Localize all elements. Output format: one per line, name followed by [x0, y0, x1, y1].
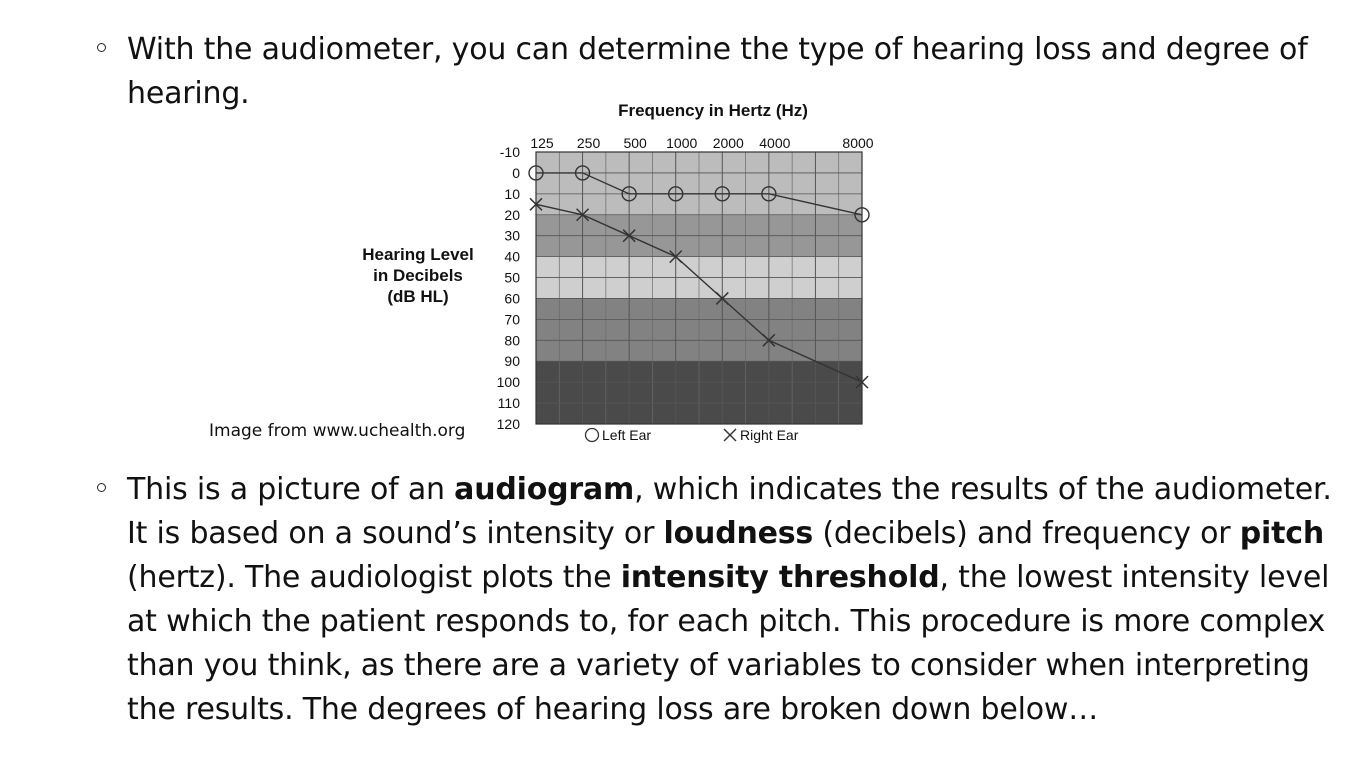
y-tick-label: 0 — [512, 164, 520, 181]
y-tick-label: 10 — [504, 185, 520, 202]
x-tick-label: 500 — [623, 135, 647, 151]
chart-title: Frequency in Hertz (Hz) — [618, 101, 808, 120]
bullet-circle-icon — [97, 483, 106, 492]
y-axis-label: in Decibels — [373, 266, 463, 285]
text-run: This is a picture of an — [127, 472, 455, 507]
x-tick-label: 250 — [576, 135, 601, 151]
x-tick-label: 1000 — [666, 135, 698, 151]
legend-right-ear-icon — [724, 429, 736, 441]
bold-term: audiogram — [454, 472, 635, 507]
y-tick-label: 60 — [504, 290, 520, 307]
legend-left-ear-icon — [586, 429, 599, 442]
y-tick-label: 70 — [504, 311, 520, 328]
bold-term: pitch — [1239, 516, 1325, 551]
text-run: With the audiometer, you can determine the type of hearing loss and degree of hearing. — [127, 32, 1308, 111]
text-run: , the lowest intensity level at which the patient responds to, for each pitch. This procedure is more complex than you think, as there are a variety of variables to consider when interpreting the results. The degrees of hearing loss are broken down below… — [127, 560, 1330, 727]
y-tick-label: -10 — [499, 144, 520, 160]
bold-term: intensity threshold — [620, 560, 940, 595]
legend-right-ear-label: Right Ear — [740, 427, 799, 443]
y-tick-label: 120 — [496, 416, 520, 432]
legend-left-ear-label: Left Ear — [602, 427, 652, 443]
x-tick-label: 4000 — [759, 135, 791, 151]
y-tick-label: 100 — [496, 374, 520, 391]
bullet-text — [127, 468, 1352, 732]
y-tick-label: 80 — [504, 332, 520, 349]
text-run: (hertz). The audiologist plots the — [127, 560, 621, 595]
y-axis-label: (dB HL) — [387, 287, 449, 306]
y-tick-label: 50 — [504, 269, 520, 286]
x-tick-label: 8000 — [842, 135, 874, 151]
text-run: , which indicates the results of the audiometer. It is based on a sound’s intensity or — [127, 472, 1332, 551]
x-tick-label: 2000 — [712, 135, 744, 151]
y-tick-label: 40 — [504, 248, 520, 265]
y-tick-label: 20 — [504, 206, 520, 223]
y-axis-label: Hearing Level — [362, 245, 474, 264]
x-tick-label: 125 — [530, 135, 554, 151]
y-tick-label: 30 — [504, 227, 520, 244]
y-tick-label: 110 — [497, 395, 520, 412]
audiogram-chart — [200, 96, 900, 456]
bullet-circle-icon — [97, 43, 106, 52]
audiogram-figure — [200, 96, 900, 456]
text-run: (decibels) and frequency or — [813, 516, 1240, 551]
image-credit: Image from www.uchealth.org — [209, 421, 466, 441]
y-tick-label: 90 — [504, 353, 520, 370]
bold-term: loudness — [663, 516, 814, 551]
